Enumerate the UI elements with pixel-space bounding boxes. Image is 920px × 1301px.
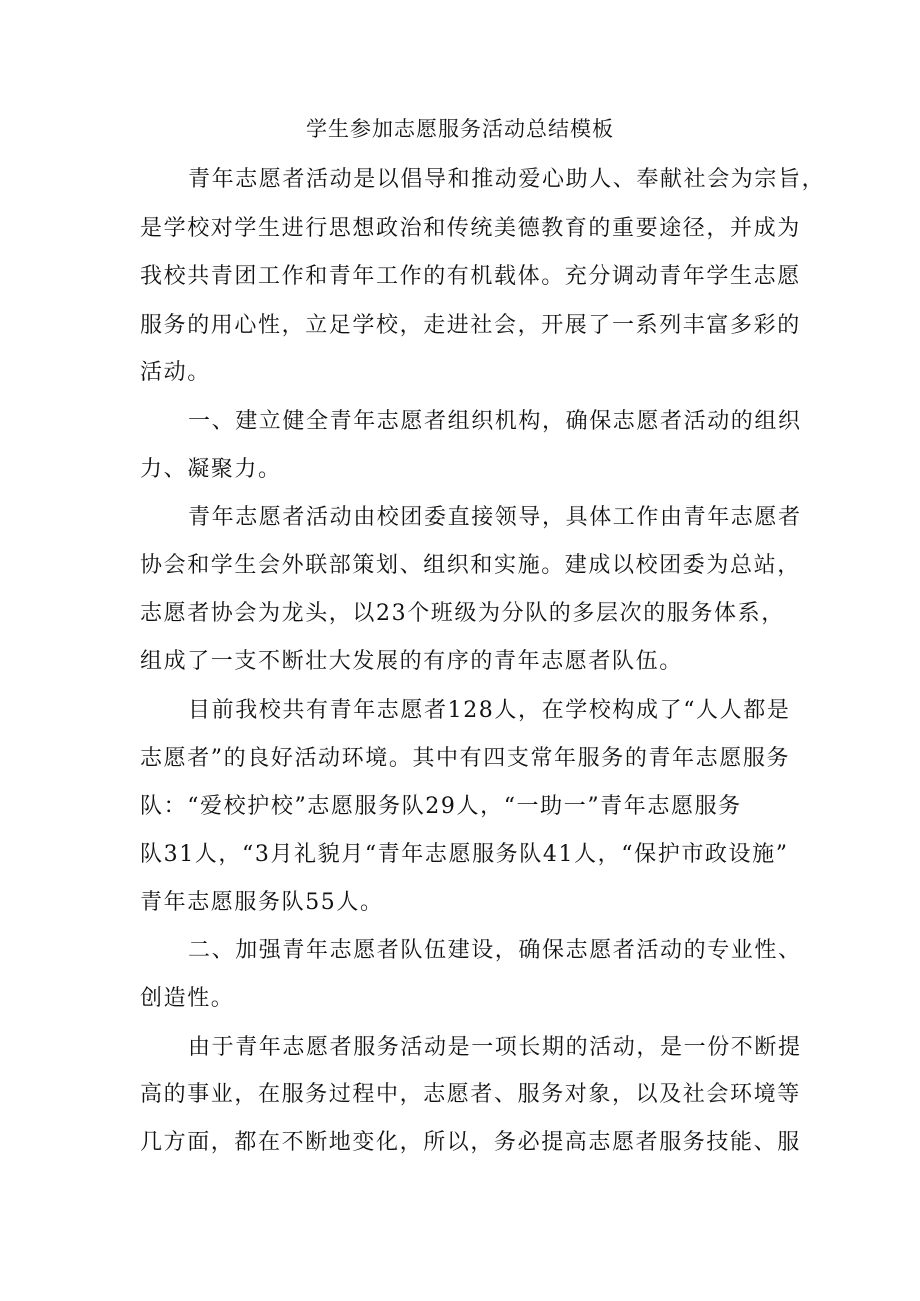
document-title: 学生参加志愿服务活动总结模板 [306,117,614,141]
paragraph-line: 协会和学生会外联部策划、组织和实施。建成以校团委为总站， [140,553,801,578]
section-heading-line: 一、建立健全青年志愿者组织机构，确保志愿者活动的组织 [188,409,802,434]
section-heading-line: 创造性。 [140,986,235,1011]
section-heading-line: 力、凝聚力。 [140,457,282,482]
paragraph-line: 服务的用心性，立足学校，走进社会，开展了一系列丰富多彩的 [140,313,801,338]
paragraph-line: 高的事业，在服务过程中，志愿者、服务对象，以及社会环境等 [140,1082,801,1107]
paragraph-line: 青年志愿者活动由校团委直接领导，具体工作由青年志愿者 [188,505,802,530]
paragraph-line: 目前我校共有青年志愿者128人，在学校构成了“人人都是 [188,698,791,723]
paragraph-line: 活动。 [140,360,211,385]
paragraph-line: 队31人，“3月礼貌月“青年志愿服务队41人，“保护市政设施” [140,842,789,867]
paragraph-line: 由于青年志愿者服务活动是一项长期的活动，是一份不断提 [188,1035,802,1060]
paragraph-line: 几方面，都在不断地变化，所以，务必提高志愿者服务技能、服 [140,1130,801,1155]
paragraph-line: 队：“爱校护校”志愿服务队29人，“一助一”青年志愿服务 [140,794,742,819]
paragraph-line: 志愿者”的良好活动环境。其中有四支常年服务的青年志愿服务 [140,746,791,771]
paragraph-line: 志愿者协会为龙头，以23个班级为分队的多层次的服务体系， [140,601,785,626]
section-heading-line: 二、加强青年志愿者队伍建设，确保志愿者活动的专业性、 [188,938,802,963]
paragraph-line: 组成了一支不断壮大发展的有序的青年志愿者队伍。 [140,649,683,674]
paragraph-line: 青年志愿服务队55人。 [140,890,384,915]
paragraph-line: 是学校对学生进行思想政治和传统美德教育的重要途径，并成为 [140,216,801,241]
paragraph-line: 我校共青团工作和青年工作的有机载体。充分调动青年学生志愿 [140,264,801,289]
paragraph-line: 青年志愿者活动是以倡导和推动爱心助人、奉献社会为宗旨， [188,167,826,192]
